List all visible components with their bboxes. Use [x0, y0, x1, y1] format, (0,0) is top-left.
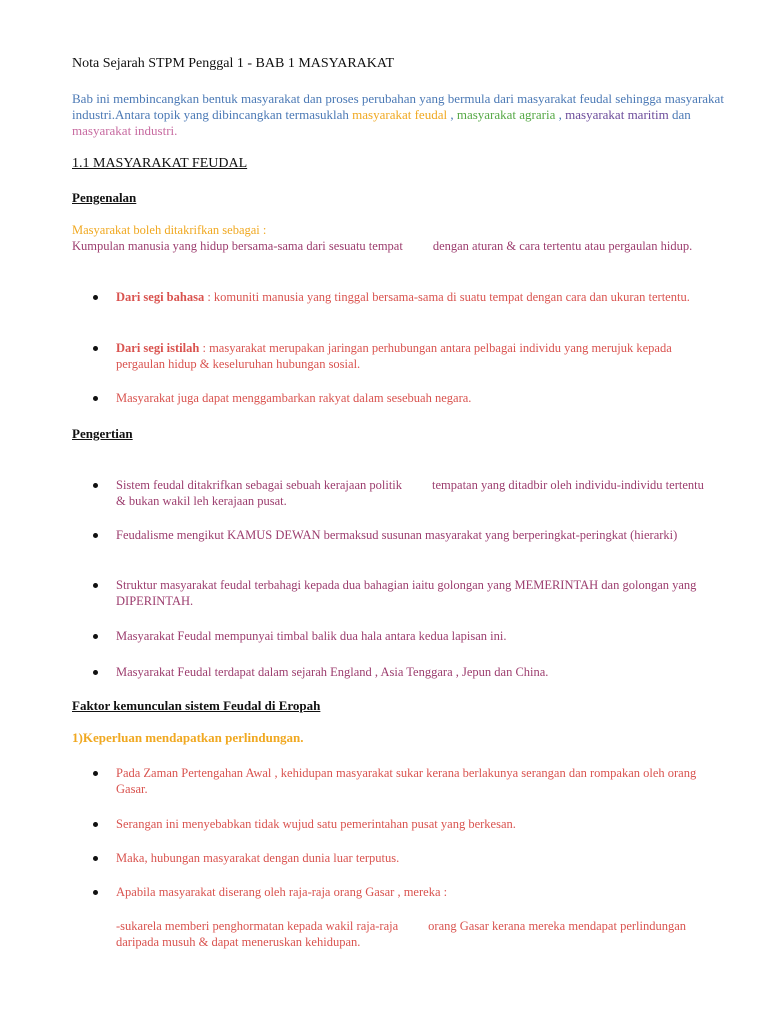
- list-item-kamus-dewan: Feudalisme mengikut KAMUS DEWAN bermaksud susunan masyarakat yang berperingkat-peringkat (hierarki): [116, 528, 678, 542]
- topic-maritim: masyarakat maritim: [565, 107, 669, 122]
- intro-paragraph: [72, 91, 732, 139]
- topic-industri: masyarakat industri: [72, 123, 175, 138]
- sub-item-sukarela: [116, 918, 716, 950]
- subheading-perlindungan: 1)Keperluan mendapatkan perlindungan.: [72, 730, 304, 745]
- definition-text-a: Kumpulan manusia yang hidup bersama-sama dari sesuatu tempat: [72, 239, 403, 253]
- list-item-sistem-feudal: [116, 477, 716, 509]
- intro-text: Bab ini membincangkan bentuk masyarakat dan proses perubahan yang bermula dari masyarakat feudal sehingga masyarakat industri.Antara topik yang dibincangkan termasuklah: [72, 91, 724, 122]
- bullet-dot: [93, 583, 98, 588]
- list-item-istilah: [116, 340, 716, 372]
- bullet-dot: [93, 856, 98, 861]
- bullet-dot: [93, 670, 98, 675]
- heading-pengenalan: Pengenalan: [72, 190, 137, 205]
- intro-comma-1: ,: [447, 107, 457, 122]
- list-item-bahasa: [116, 289, 716, 305]
- bullet-dot: [93, 346, 98, 351]
- term-istilah: Dari segi istilah: [116, 341, 200, 355]
- definition-paragraph: [72, 222, 722, 254]
- list-item-diserang: Apabila masyarakat diserang oleh raja-raja orang Gasar , mereka :: [116, 885, 448, 899]
- intro-dan: dan: [668, 107, 691, 122]
- list-item-serangan: Serangan ini menyebabkan tidak wujud satu pemerintahan pusat yang berkesan.: [116, 817, 516, 831]
- bullet-dot: [93, 295, 98, 300]
- bullet-dot: [93, 396, 98, 401]
- term-bahasa: Dari segi bahasa: [116, 290, 205, 304]
- intro-end: .: [174, 123, 178, 138]
- list-item-timbal-balik: Masyarakat Feudal mempunyai timbal balik dua hala antara kedua lapisan ini.: [116, 629, 507, 643]
- definition-bahasa: : komuniti manusia yang tinggal bersama-sama di suatu tempat dengan cara dan ukuran tertentu.: [204, 290, 690, 304]
- sukarela-text-a: -sukarela memberi penghormatan kepada wakil raja-raja: [116, 919, 399, 933]
- list-item-zaman-pertengahan: Pada Zaman Pertengahan Awal , kehidupan masyarakat sukar kerana berlakunya serangan dan rompakan oleh orang Gasar.: [116, 766, 697, 796]
- bullet-dot: [93, 483, 98, 488]
- bullet-dot: [93, 771, 98, 776]
- heading-faktor: Faktor kemunculan sistem Feudal di Eropah: [72, 698, 321, 713]
- sistem-feudal-text-a: Sistem feudal ditakrifkan sebagai sebuah kerajaan politik: [116, 478, 403, 492]
- bullet-dot: [93, 634, 98, 639]
- section-heading-feudal: 1.1 MASYARAKAT FEUDAL: [72, 156, 248, 171]
- bullet-dot: [93, 533, 98, 538]
- intro-comma-2: ,: [555, 107, 562, 122]
- list-item-sejarah: Masyarakat Feudal terdapat dalam sejarah England , Asia Tenggara , Jepun dan China.: [116, 665, 549, 679]
- bullet-dot: [93, 890, 98, 895]
- sukarela-text-b: orang Gasar kerana mereka mendapat perlindungan daripada musuh & dapat meneruskan kehidupan.: [116, 919, 687, 949]
- sistem-feudal-text-b: tempatan yang ditadbir oleh individu-individu tertentu & bukan wakil leh kerajaan pusat.: [116, 478, 704, 508]
- topic-feudal: masyarakat feudal: [352, 107, 448, 122]
- definition-istilah: : masyarakat merupakan jaringan perhubungan antara pelbagai individu yang merujuk kepada pergaulan hidup & keseluruhan hubungan sosial.: [116, 341, 672, 371]
- definition-text-b: dengan aturan & cara tertentu atau pergaulan hidup.: [432, 239, 693, 253]
- page-title: Nota Sejarah STPM Penggal 1 - BAB 1 MASYARAKAT: [72, 56, 394, 71]
- list-item-rakyat: Masyarakat juga dapat menggambarkan rakyat dalam sesebuah negara.: [116, 391, 472, 405]
- list-item-struktur: Struktur masyarakat feudal terbahagi kepada dua bahagian iaitu golongan yang MEMERINTAH dan golongan yang DIPERINTAH.: [116, 578, 697, 608]
- list-item-hubungan: Maka, hubungan masyarakat dengan dunia luar terputus.: [116, 851, 400, 865]
- heading-pengertian: Pengertian: [72, 426, 133, 441]
- bullet-dot: [93, 822, 98, 827]
- topic-agraria: masyarakat agraria: [456, 107, 556, 122]
- definition-label: Masyarakat boleh ditakrifkan sebagai :: [72, 223, 267, 237]
